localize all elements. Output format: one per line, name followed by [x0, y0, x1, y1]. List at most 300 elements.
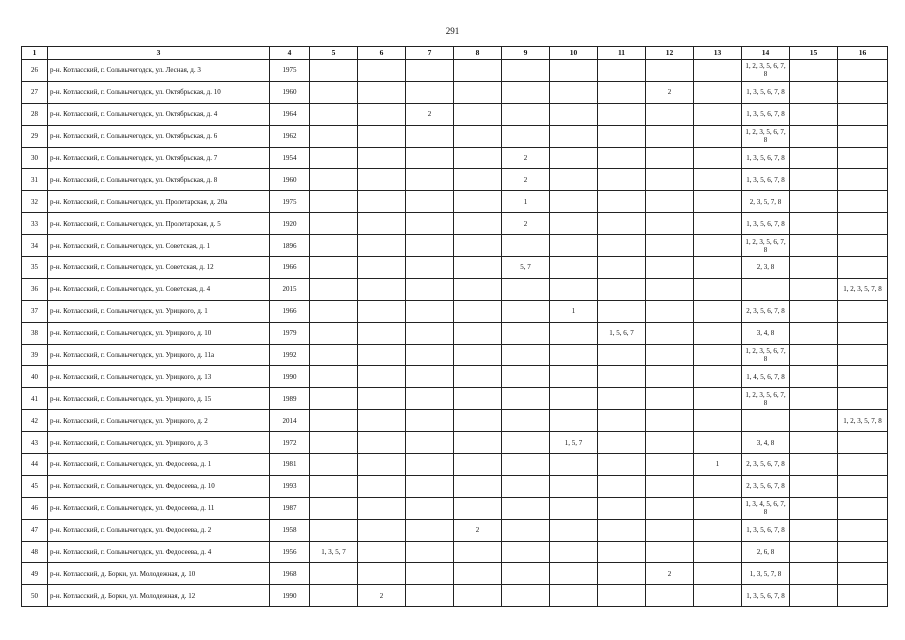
category-cell-col-9 [502, 432, 550, 454]
category-cell-col-6 [358, 60, 406, 82]
category-cell-col-5: 1, 3, 5, 7 [310, 541, 358, 563]
category-cell-col-7 [406, 454, 454, 476]
year-cell: 1966 [270, 257, 310, 279]
table-row [22, 191, 888, 213]
category-cell-col-10 [550, 103, 598, 125]
category-cell-col-11 [598, 585, 646, 607]
category-cell-col-16 [838, 81, 888, 103]
year-cell: 1962 [270, 125, 310, 147]
column-header-15: 15 [790, 47, 838, 60]
category-cell-col-15 [790, 475, 838, 497]
year-cell: 1979 [270, 322, 310, 344]
category-cell-col-15 [790, 519, 838, 541]
category-cell-col-15 [790, 278, 838, 300]
category-cell-col-7 [406, 344, 454, 366]
category-cell-col-16 [838, 432, 888, 454]
table-body [22, 60, 888, 607]
table-row [22, 322, 888, 344]
year-cell: 1966 [270, 300, 310, 322]
category-cell-col-8 [454, 541, 502, 563]
year-cell: 1964 [270, 103, 310, 125]
address-cell: р-н. Котласский, г. Сольвычегодск, ул. Федосеева, д. 2 [48, 519, 270, 541]
category-cell-col-10 [550, 497, 598, 519]
category-cell-col-9 [502, 410, 550, 432]
category-cell-col-7 [406, 147, 454, 169]
category-cell-col-13: 1 [694, 454, 742, 476]
category-cell-col-11 [598, 497, 646, 519]
category-cell-col-6 [358, 432, 406, 454]
category-cell-col-13 [694, 322, 742, 344]
year-cell: 1968 [270, 563, 310, 585]
category-cell-col-11 [598, 169, 646, 191]
category-cell-col-5 [310, 213, 358, 235]
category-cell-col-12 [646, 585, 694, 607]
row-number-cell: 41 [22, 388, 48, 410]
category-cell-col-13 [694, 475, 742, 497]
category-cell-col-6 [358, 497, 406, 519]
category-cell-col-16 [838, 388, 888, 410]
row-number-cell: 32 [22, 191, 48, 213]
category-cell-col-11 [598, 388, 646, 410]
address-cell: р-н. Котласский, г. Сольвычегодск, ул. Федосеева, д. 4 [48, 541, 270, 563]
category-cell-col-5 [310, 366, 358, 388]
category-cell-col-15 [790, 125, 838, 147]
category-cell-col-11 [598, 454, 646, 476]
category-cell-col-8 [454, 103, 502, 125]
address-cell: р-н. Котласский, г. Сольвычегодск, ул. Советская, д. 4 [48, 278, 270, 300]
category-cell-col-10 [550, 213, 598, 235]
row-number-cell: 36 [22, 278, 48, 300]
category-cell-col-6 [358, 191, 406, 213]
year-cell: 1993 [270, 475, 310, 497]
table-row [22, 432, 888, 454]
column-header-11: 11 [598, 47, 646, 60]
category-cell-col-6 [358, 388, 406, 410]
year-cell: 1990 [270, 585, 310, 607]
category-cell-col-15 [790, 103, 838, 125]
category-cell-col-16 [838, 563, 888, 585]
table-row [22, 454, 888, 476]
table-row [22, 585, 888, 607]
category-cell-col-8 [454, 563, 502, 585]
category-cell-col-15 [790, 454, 838, 476]
address-cell: р-н. Котласский, г. Сольвычегодск, ул. Урицкого, д. 2 [48, 410, 270, 432]
category-cell-col-16 [838, 213, 888, 235]
category-cell-col-7 [406, 563, 454, 585]
column-header-3: 3 [48, 47, 270, 60]
address-cell: р-н. Котласский, г. Сольвычегодск, ул. Октябрьская, д. 6 [48, 125, 270, 147]
category-cell-col-16 [838, 322, 888, 344]
category-cell-col-12 [646, 191, 694, 213]
category-cell-col-11 [598, 257, 646, 279]
table-row [22, 257, 888, 279]
category-cell-col-13 [694, 60, 742, 82]
year-cell: 1956 [270, 541, 310, 563]
category-cell-col-8 [454, 475, 502, 497]
category-cell-col-9 [502, 278, 550, 300]
table-row [22, 60, 888, 82]
category-cell-col-6 [358, 147, 406, 169]
column-header-14: 14 [742, 47, 790, 60]
category-cell-col-13 [694, 103, 742, 125]
category-cell-col-8: 2 [454, 519, 502, 541]
address-cell: р-н. Котласский, г. Сольвычегодск, ул. Урицкого, д. 3 [48, 432, 270, 454]
category-cell-col-9 [502, 454, 550, 476]
table-row [22, 103, 888, 125]
table-row [22, 366, 888, 388]
category-cell-col-6 [358, 125, 406, 147]
category-cell-col-5 [310, 300, 358, 322]
table-row [22, 125, 888, 147]
register-table [21, 46, 888, 607]
category-cell-col-14: 1, 4, 5, 6, 7, 8 [742, 366, 790, 388]
category-cell-col-14: 2, 6, 8 [742, 541, 790, 563]
category-cell-col-13 [694, 585, 742, 607]
row-number-cell: 39 [22, 344, 48, 366]
category-cell-col-15 [790, 585, 838, 607]
category-cell-col-10 [550, 169, 598, 191]
category-cell-col-14: 1, 2, 3, 5, 6, 7, 8 [742, 235, 790, 257]
category-cell-col-8 [454, 344, 502, 366]
category-cell-col-5 [310, 497, 358, 519]
category-cell-col-12 [646, 257, 694, 279]
category-cell-col-16 [838, 519, 888, 541]
category-cell-col-14: 2, 3, 5, 7, 8 [742, 191, 790, 213]
category-cell-col-11 [598, 344, 646, 366]
category-cell-col-11 [598, 300, 646, 322]
category-cell-col-14 [742, 278, 790, 300]
category-cell-col-14: 1, 3, 5, 6, 7, 8 [742, 147, 790, 169]
category-cell-col-13 [694, 235, 742, 257]
category-cell-col-16: 1, 2, 3, 5, 7, 8 [838, 410, 888, 432]
category-cell-col-7 [406, 322, 454, 344]
category-cell-col-5 [310, 410, 358, 432]
address-cell: р-н. Котласский, г. Сольвычегодск, ул. Октябрьская, д. 8 [48, 169, 270, 191]
category-cell-col-9: 2 [502, 213, 550, 235]
column-header-12: 12 [646, 47, 694, 60]
address-cell: р-н. Котласский, г. Сольвычегодск, ул. Советская, д. 1 [48, 235, 270, 257]
category-cell-col-12 [646, 147, 694, 169]
category-cell-col-5 [310, 278, 358, 300]
table-row [22, 300, 888, 322]
row-number-cell: 33 [22, 213, 48, 235]
column-header-4: 4 [270, 47, 310, 60]
category-cell-col-6 [358, 213, 406, 235]
category-cell-col-14: 1, 2, 3, 5, 6, 7, 8 [742, 125, 790, 147]
category-cell-col-13 [694, 169, 742, 191]
category-cell-col-11 [598, 410, 646, 432]
category-cell-col-6 [358, 454, 406, 476]
column-header-8: 8 [454, 47, 502, 60]
category-cell-col-13 [694, 366, 742, 388]
category-cell-col-5 [310, 454, 358, 476]
row-number-cell: 47 [22, 519, 48, 541]
category-cell-col-12 [646, 278, 694, 300]
category-cell-col-14: 1, 2, 3, 5, 6, 7, 8 [742, 388, 790, 410]
category-cell-col-16 [838, 125, 888, 147]
address-cell: р-н. Котласский, г. Сольвычегодск, ул. Урицкого, д. 10 [48, 322, 270, 344]
category-cell-col-6 [358, 519, 406, 541]
category-cell-col-10 [550, 410, 598, 432]
year-cell: 1972 [270, 432, 310, 454]
address-cell: р-н. Котласский, г. Сольвычегодск, ул. Октябрьская, д. 10 [48, 81, 270, 103]
row-number-cell: 43 [22, 432, 48, 454]
category-cell-col-11 [598, 213, 646, 235]
category-cell-col-13 [694, 257, 742, 279]
row-number-cell: 28 [22, 103, 48, 125]
category-cell-col-14: 1, 3, 5, 6, 7, 8 [742, 81, 790, 103]
category-cell-col-9: 5, 7 [502, 257, 550, 279]
category-cell-col-13 [694, 81, 742, 103]
category-cell-col-11 [598, 475, 646, 497]
category-cell-col-7 [406, 366, 454, 388]
category-cell-col-16 [838, 169, 888, 191]
address-cell: р-н. Котласский, г. Сольвычегодск, ул. Урицкого, д. 13 [48, 366, 270, 388]
category-cell-col-8 [454, 257, 502, 279]
category-cell-col-12 [646, 454, 694, 476]
category-cell-col-16 [838, 103, 888, 125]
category-cell-col-11 [598, 519, 646, 541]
category-cell-col-16 [838, 60, 888, 82]
address-cell: р-н. Котласский, г. Сольвычегодск, ул. Пролетарская, д. 20а [48, 191, 270, 213]
category-cell-col-12 [646, 388, 694, 410]
category-cell-col-15 [790, 81, 838, 103]
category-cell-col-11 [598, 191, 646, 213]
category-cell-col-10: 1 [550, 300, 598, 322]
table-row [22, 344, 888, 366]
category-cell-col-10 [550, 60, 598, 82]
row-number-cell: 35 [22, 257, 48, 279]
category-cell-col-8 [454, 432, 502, 454]
table-row [22, 388, 888, 410]
row-number-cell: 40 [22, 366, 48, 388]
category-cell-col-6 [358, 300, 406, 322]
category-cell-col-10 [550, 366, 598, 388]
category-cell-col-11 [598, 278, 646, 300]
category-cell-col-13 [694, 519, 742, 541]
category-cell-col-14: 1, 3, 5, 6, 7, 8 [742, 169, 790, 191]
category-cell-col-16 [838, 475, 888, 497]
column-header-7: 7 [406, 47, 454, 60]
category-cell-col-12: 2 [646, 563, 694, 585]
category-cell-col-7 [406, 410, 454, 432]
year-cell: 1981 [270, 454, 310, 476]
category-cell-col-7 [406, 519, 454, 541]
address-cell: р-н. Котласский, г. Сольвычегодск, ул. Урицкого, д. 11а [48, 344, 270, 366]
row-number-cell: 26 [22, 60, 48, 82]
category-cell-col-8 [454, 213, 502, 235]
category-cell-col-15 [790, 147, 838, 169]
category-cell-col-6 [358, 169, 406, 191]
category-cell-col-8 [454, 235, 502, 257]
category-cell-col-16 [838, 344, 888, 366]
category-cell-col-6 [358, 541, 406, 563]
category-cell-col-8 [454, 585, 502, 607]
category-cell-col-7 [406, 213, 454, 235]
category-cell-col-8 [454, 191, 502, 213]
category-cell-col-5 [310, 432, 358, 454]
category-cell-col-15 [790, 235, 838, 257]
category-cell-col-7 [406, 235, 454, 257]
table-row [22, 563, 888, 585]
category-cell-col-10 [550, 563, 598, 585]
address-cell: р-н. Котласский, г. Сольвычегодск, ул. Федосеева, д. 1 [48, 454, 270, 476]
category-cell-col-7 [406, 125, 454, 147]
category-cell-col-15 [790, 300, 838, 322]
category-cell-col-12: 2 [646, 81, 694, 103]
category-cell-col-12 [646, 475, 694, 497]
row-number-cell: 29 [22, 125, 48, 147]
category-cell-col-7 [406, 432, 454, 454]
category-cell-col-16 [838, 191, 888, 213]
table-row [22, 497, 888, 519]
table-row [22, 81, 888, 103]
category-cell-col-16 [838, 147, 888, 169]
category-cell-col-13 [694, 563, 742, 585]
category-cell-col-5 [310, 103, 358, 125]
category-cell-col-8 [454, 366, 502, 388]
row-number-cell: 30 [22, 147, 48, 169]
category-cell-col-16 [838, 454, 888, 476]
category-cell-col-8 [454, 125, 502, 147]
category-cell-col-5 [310, 235, 358, 257]
category-cell-col-15 [790, 257, 838, 279]
table-row [22, 278, 888, 300]
category-cell-col-14 [742, 410, 790, 432]
year-cell: 1954 [270, 147, 310, 169]
category-cell-col-13 [694, 125, 742, 147]
column-header-13: 13 [694, 47, 742, 60]
column-header-5: 5 [310, 47, 358, 60]
year-cell: 1896 [270, 235, 310, 257]
category-cell-col-5 [310, 475, 358, 497]
category-cell-col-6 [358, 475, 406, 497]
category-cell-col-15 [790, 322, 838, 344]
category-cell-col-5 [310, 125, 358, 147]
category-cell-col-14: 3, 4, 8 [742, 322, 790, 344]
category-cell-col-12 [646, 541, 694, 563]
category-cell-col-12 [646, 497, 694, 519]
address-cell: р-н. Котласский, г. Сольвычегодск, ул. Октябрьская, д. 7 [48, 147, 270, 169]
category-cell-col-6 [358, 410, 406, 432]
category-cell-col-10 [550, 519, 598, 541]
category-cell-col-15 [790, 388, 838, 410]
category-cell-col-13 [694, 432, 742, 454]
category-cell-col-5 [310, 344, 358, 366]
year-cell: 1960 [270, 169, 310, 191]
category-cell-col-15 [790, 432, 838, 454]
category-cell-col-15 [790, 497, 838, 519]
category-cell-col-11 [598, 60, 646, 82]
year-cell: 2014 [270, 410, 310, 432]
category-cell-col-6 [358, 344, 406, 366]
category-cell-col-16 [838, 235, 888, 257]
category-cell-col-9 [502, 125, 550, 147]
address-cell: р-н. Котласский, г. Сольвычегодск, ул. Урицкого, д. 15 [48, 388, 270, 410]
table-row [22, 475, 888, 497]
column-header-6: 6 [358, 47, 406, 60]
category-cell-col-16: 1, 2, 3, 5, 7, 8 [838, 278, 888, 300]
category-cell-col-7 [406, 60, 454, 82]
category-cell-col-8 [454, 410, 502, 432]
category-cell-col-12 [646, 366, 694, 388]
category-cell-col-15 [790, 563, 838, 585]
row-number-cell: 38 [22, 322, 48, 344]
category-cell-col-5 [310, 81, 358, 103]
category-cell-col-10 [550, 147, 598, 169]
category-cell-col-8 [454, 169, 502, 191]
address-cell: р-н. Котласский, г. Сольвычегодск, ул. Лесная, д. 3 [48, 60, 270, 82]
category-cell-col-8 [454, 388, 502, 410]
category-cell-col-9: 2 [502, 169, 550, 191]
table-row [22, 235, 888, 257]
address-cell: р-н. Котласский, д. Борки, ул. Молодежная, д. 10 [48, 563, 270, 585]
category-cell-col-5 [310, 60, 358, 82]
page-number: 291 [445, 26, 460, 36]
category-cell-col-12 [646, 103, 694, 125]
address-cell: р-н. Котласский, г. Сольвычегодск, ул. Советская, д. 12 [48, 257, 270, 279]
address-cell: р-н. Котласский, г. Сольвычегодск, ул. Урицкого, д. 1 [48, 300, 270, 322]
category-cell-col-13 [694, 300, 742, 322]
category-cell-col-14: 2, 3, 5, 6, 7, 8 [742, 454, 790, 476]
category-cell-col-12 [646, 60, 694, 82]
column-header-16: 16 [838, 47, 888, 60]
category-cell-col-6 [358, 563, 406, 585]
table-row [22, 541, 888, 563]
year-cell: 2015 [270, 278, 310, 300]
address-cell: р-н. Котласский, д. Борки, ул. Молодежная, д. 12 [48, 585, 270, 607]
category-cell-col-10 [550, 257, 598, 279]
category-cell-col-15 [790, 366, 838, 388]
category-cell-col-7 [406, 257, 454, 279]
category-cell-col-8 [454, 454, 502, 476]
column-header-10: 10 [550, 47, 598, 60]
row-number-cell: 46 [22, 497, 48, 519]
category-cell-col-9 [502, 322, 550, 344]
category-cell-col-5 [310, 169, 358, 191]
category-cell-col-11 [598, 125, 646, 147]
category-cell-col-14: 1, 2, 3, 5, 6, 7, 8 [742, 60, 790, 82]
year-cell: 1958 [270, 519, 310, 541]
row-number-cell: 42 [22, 410, 48, 432]
category-cell-col-7 [406, 191, 454, 213]
category-cell-col-5 [310, 388, 358, 410]
category-cell-col-9 [502, 388, 550, 410]
category-cell-col-16 [838, 366, 888, 388]
category-cell-col-11 [598, 366, 646, 388]
category-cell-col-10 [550, 585, 598, 607]
category-cell-col-16 [838, 257, 888, 279]
category-cell-col-15 [790, 541, 838, 563]
category-cell-col-11 [598, 81, 646, 103]
category-cell-col-12 [646, 322, 694, 344]
category-cell-col-13 [694, 541, 742, 563]
category-cell-col-9 [502, 541, 550, 563]
category-cell-col-9 [502, 60, 550, 82]
category-cell-col-9 [502, 585, 550, 607]
category-cell-col-6 [358, 81, 406, 103]
category-cell-col-8 [454, 81, 502, 103]
table-row [22, 213, 888, 235]
category-cell-col-11 [598, 147, 646, 169]
category-cell-col-14: 3, 4, 8 [742, 432, 790, 454]
category-cell-col-14: 1, 2, 3, 5, 6, 7, 8 [742, 344, 790, 366]
category-cell-col-14: 1, 3, 5, 6, 7, 8 [742, 585, 790, 607]
category-cell-col-8 [454, 322, 502, 344]
category-cell-col-7: 2 [406, 103, 454, 125]
column-header-1: 1 [22, 47, 48, 60]
category-cell-col-9 [502, 103, 550, 125]
